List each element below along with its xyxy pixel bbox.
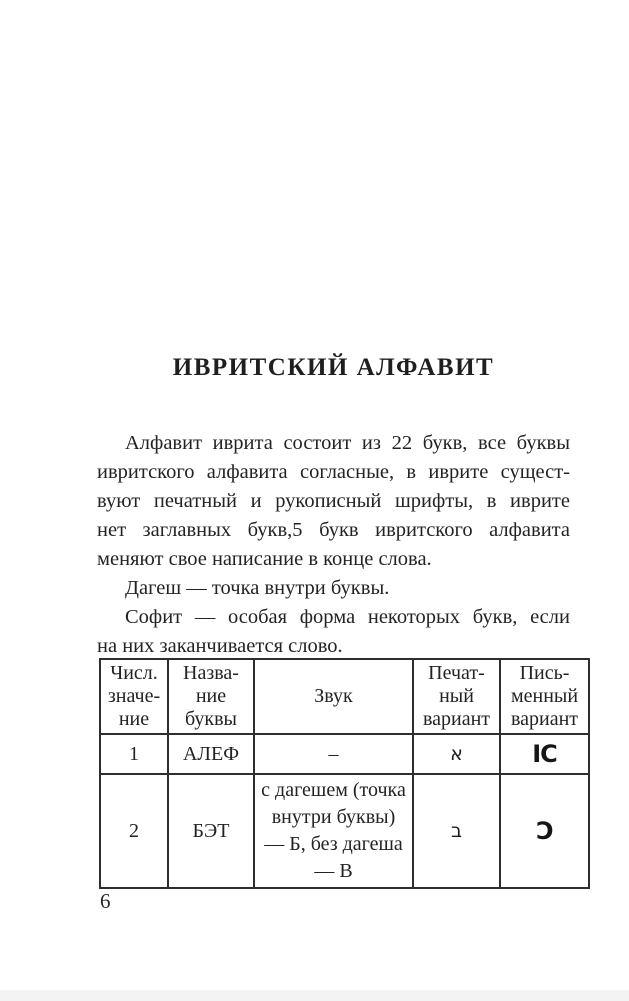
cell-sound: с дагешем (точка внутри буквы) — Б, без дагеша — В: [254, 774, 413, 888]
page-number: 6: [100, 889, 111, 913]
body-text: [97, 429, 570, 661]
cell-printed-variant: [413, 734, 500, 774]
body-line: вуют печатный и рукописный шрифты, в иврите: [97, 490, 570, 512]
cell-written-variant: [500, 774, 589, 888]
hebrew-printed-bet: ב: [451, 819, 462, 842]
hebrew-cursive-alef: IC: [532, 740, 557, 768]
hebrew-cursive-bet: Ɔ: [536, 817, 553, 845]
body-line: Алфавит иврита состоит из 22 букв, все буквы: [125, 432, 570, 454]
table-header-row: [100, 659, 589, 734]
cell-sound: –: [254, 734, 413, 774]
header-written-variant: Пись- менный вариант: [500, 659, 589, 734]
body-line: Дагеш — точка внутри буквы.: [125, 577, 390, 599]
body-line: нет заглавных букв,5 букв ивритского алфавита: [97, 519, 570, 541]
page-title: ИВРИТСКИЙ АЛФАВИТ: [172, 354, 495, 381]
header-sound: Звук: [254, 659, 413, 734]
header-numeric-value: Числ. значе- ние: [100, 659, 168, 734]
table-row-alef: [100, 734, 589, 774]
body-line: меняют свое написание в конце слова.: [97, 548, 432, 570]
header-letter-name: Назва- ние буквы: [168, 659, 254, 734]
alphabet-table: [99, 658, 590, 889]
body-line: на них заканчивается слово.: [97, 635, 343, 657]
cell-printed-variant: [413, 774, 500, 888]
page-bottom-shadow: [0, 990, 629, 1001]
hebrew-printed-alef: א: [450, 742, 463, 765]
cell-letter-name: АЛЕФ: [168, 734, 254, 774]
cell-numeric-value: 2: [100, 774, 168, 888]
cell-letter-name: БЭТ: [168, 774, 254, 888]
table-row-bet: [100, 774, 589, 888]
cell-written-variant: [500, 734, 589, 774]
body-line: Софит — особая форма некоторых букв, если: [125, 606, 570, 628]
header-printed-variant: Печат- ный вариант: [413, 659, 500, 734]
body-line: ивритского алфавита согласные, в иврите сущест-: [97, 461, 570, 483]
cell-numeric-value: 1: [100, 734, 168, 774]
